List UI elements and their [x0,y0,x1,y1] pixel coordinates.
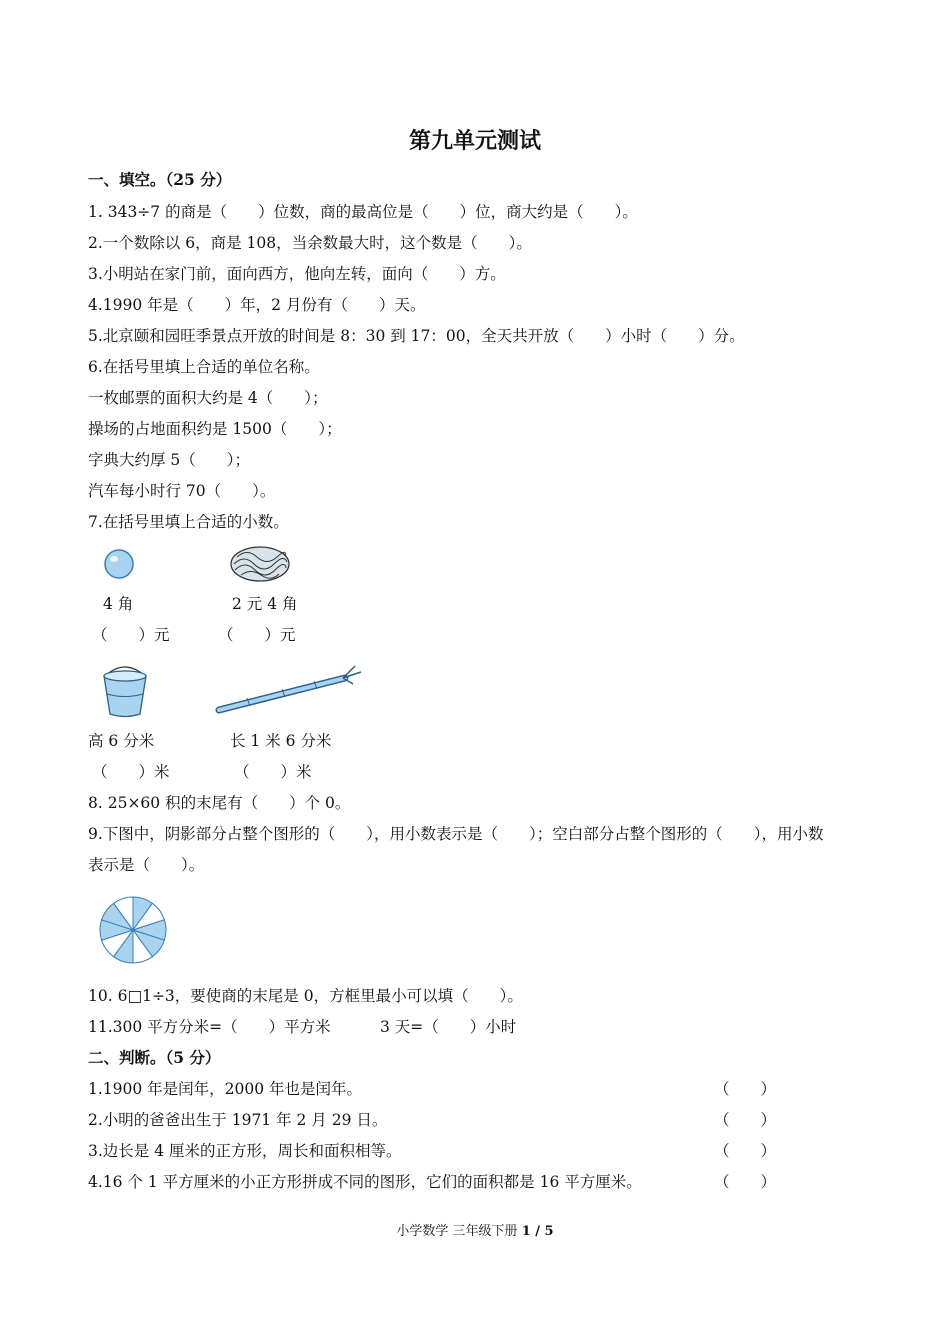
section1-heading: 一、填空。（25 分） [88,170,232,189]
watermelon-icon [229,544,291,584]
question-7: 7.在括号里填上合适的小数。 [88,513,289,531]
ball-icon [103,548,135,580]
sugarcane-icon [205,660,365,720]
q7-answer-2: （ ）元 [218,626,296,644]
q7-answer-3: （ ）米 [92,763,170,781]
q7-value-2: 2 元 4 角 [232,595,298,613]
question-9-line2: 表示是（ ）。 [88,856,205,874]
q7-value-4: 长 1 米 6 分米 [230,732,332,750]
question-8: 8. 25×60 积的末尾有（ ）个 0。 [88,794,351,812]
question-9-line1: 9.下图中，阴影部分占整个图形的（ ），用小数表示是（ ）；空白部分占整个图形的（ ），用小数 [88,825,824,843]
page-title: 第九单元测试 [408,128,541,154]
bucket-icon [100,664,150,718]
question-6c: 字典大约厚 5（ ）； [88,451,251,469]
question-4: 4.1990 年是（ ）年，2 月份有（ ）天。 [88,296,426,314]
question-10: 10. 6□1÷3，要使商的末尾是 0，方框里最小可以填（ ）。 [88,987,523,1005]
judge-answer-3: （ ） [714,1142,777,1160]
q7-answer-4: （ ）米 [234,763,312,781]
section2-heading: 二、判断。（5 分） [88,1048,221,1067]
question-6: 6.在括号里填上合适的单位名称。 [88,358,320,376]
question-6d: 汽车每小时行 70（ ）。 [88,482,276,500]
q7-value-1: 4 角 [103,595,134,613]
question-6a: 一枚邮票的面积大约是 4（ ）； [88,389,328,407]
question-5: 5.北京颐和园旺季景点开放的时间是 8：30 到 17：00，全天共开放（ ）小时（ ）分。 [88,327,745,345]
judge-answer-1: （ ） [714,1080,777,1098]
question-3: 3.小明站在家门前，面向西方，他向左转，面向（ ）方。 [88,265,506,283]
page-number: 1 / 5 [521,1224,554,1239]
page-footer [0,1220,950,1239]
judge-item-2: 2.小明的爸爸出生于 1971 年 2 月 29 日。 [88,1111,388,1129]
question-2: 2.一个数除以 6，商是 108，当余数最大时，这个数是（ ）。 [88,234,532,252]
judge-item-4: 4.16 个 1 平方厘米的小正方形拼成不同的图形，它们的面积都是 16 平方厘米。 [88,1173,642,1191]
question-1: 1. 343÷7 的商是（ ）位数，商的最高位是（ ）位，商大约是（ ）。 [88,203,638,221]
judge-item-1: 1.1900 年是闰年，2000 年也是闰年。 [88,1080,363,1098]
fraction-circle-diagram [97,894,169,966]
q7-value-3: 高 6 分米 [88,732,155,750]
footer-text: 小学数学 三年级下册 [396,1224,522,1239]
judge-answer-2: （ ） [714,1111,777,1129]
judge-answer-4: （ ） [714,1173,777,1191]
question-11b: 3 天=（ ）小时 [380,1018,517,1036]
q7-answer-1: （ ）元 [92,626,170,644]
judge-item-3: 3.边长是 4 厘米的正方形，周长和面积相等。 [88,1142,402,1160]
question-11a: 11.300 平方分米=（ ）平方米 [88,1018,331,1036]
question-6b: 操场的占地面积约是 1500（ ）； [88,420,342,438]
